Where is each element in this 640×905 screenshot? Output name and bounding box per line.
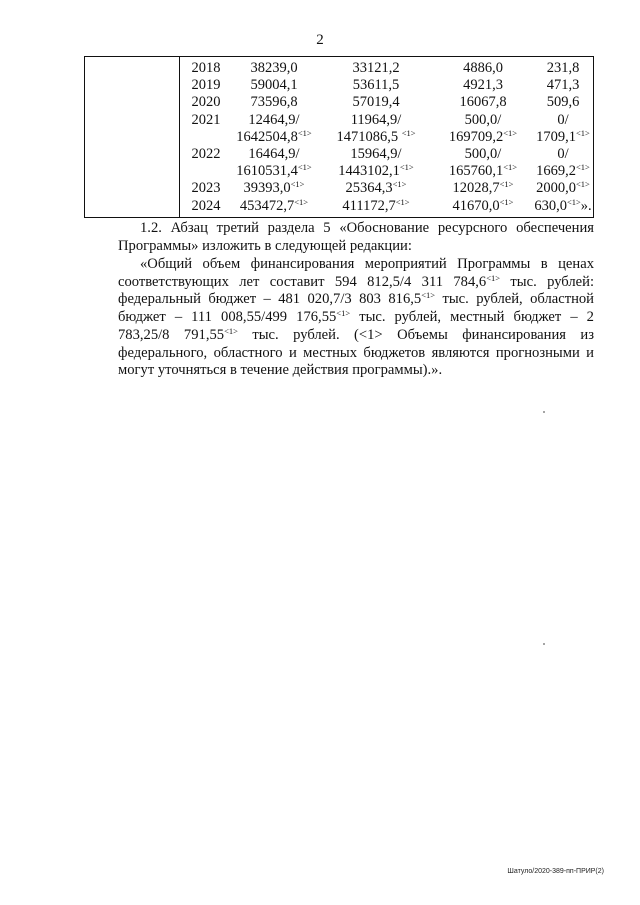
total-cell: 73596,8 bbox=[250, 94, 298, 111]
year-cell: 2023 bbox=[191, 180, 221, 197]
scan-speck bbox=[543, 411, 545, 413]
federal-cell: 53611,5 bbox=[352, 77, 400, 94]
total-cell: $39393,0^{<1>}$ bbox=[243, 179, 305, 197]
footnote-mark: <1> bbox=[392, 179, 407, 190]
regional-cell: 4921,3 bbox=[463, 77, 503, 94]
local-cell: $630,0^{<1>}$». bbox=[534, 196, 592, 214]
footnote-mark: <1> bbox=[297, 162, 312, 173]
federal-cell: $411172,7^{<1>}$ bbox=[342, 196, 410, 214]
table-row bbox=[180, 94, 593, 111]
total-cell: 38239,0 bbox=[250, 60, 298, 76]
footnote-mark: <1> bbox=[290, 179, 305, 190]
federal-cell: 57019,4 bbox=[352, 94, 400, 111]
footnote-mark: <1> bbox=[566, 196, 581, 207]
footnote-mark: <1> bbox=[576, 162, 590, 173]
year-cell: 2022 bbox=[191, 145, 221, 162]
footnote-mark: <1> bbox=[224, 325, 238, 336]
footnote-mark: <1> bbox=[401, 127, 416, 138]
table-row bbox=[180, 146, 593, 163]
footnote-mark: <1> bbox=[297, 127, 312, 138]
total-cell: 59004,1 bbox=[250, 77, 298, 94]
footnote-mark: <1> bbox=[421, 290, 436, 301]
federal-cell: 15964,9/ bbox=[350, 145, 402, 162]
regional-cell: $169709,2^{<1>}$ bbox=[448, 127, 518, 145]
total-cell: $1610531,4^{<1>}$ bbox=[236, 162, 312, 180]
total-cell: 16464,9/ bbox=[248, 145, 300, 162]
financing-table bbox=[84, 56, 594, 218]
table-empty-column bbox=[85, 57, 180, 217]
paragraph-text: 1.2. Абзац третий раздела 5 «Обоснование ресурсного обеспечения Программы» изложить в следующей редакции: bbox=[118, 220, 594, 254]
footnote-mark: <1> bbox=[336, 308, 351, 319]
year-cell: 2019 bbox=[191, 77, 221, 94]
regional-cell: 16067,8 bbox=[459, 94, 507, 111]
scan-speck bbox=[543, 643, 545, 645]
regional-cell: 500,0/ bbox=[464, 111, 502, 128]
regional-cell: $12028,7^{<1>}$ bbox=[452, 179, 514, 197]
year-cell: 2021 bbox=[191, 111, 221, 128]
local-cell: 0/ bbox=[557, 111, 569, 128]
paragraph-financing bbox=[118, 256, 594, 380]
footnote-mark: <1> bbox=[395, 196, 410, 207]
closing-quote: ». bbox=[580, 197, 592, 214]
local-cell: $1669,2^{<1>}$ bbox=[536, 162, 590, 180]
local-cell: 231,8 bbox=[546, 60, 580, 76]
paragraph-amendment bbox=[118, 220, 594, 255]
footnote-mark: <1> bbox=[399, 162, 414, 173]
footnote-mark: <1> bbox=[576, 179, 590, 190]
local-cell: 509,6 bbox=[546, 94, 580, 111]
table-row bbox=[180, 198, 593, 215]
table-row bbox=[180, 180, 593, 197]
year-cell: 2020 bbox=[191, 94, 221, 111]
regional-cell: 500,0/ bbox=[464, 145, 502, 162]
local-cell: 0/ bbox=[557, 145, 569, 162]
table-row bbox=[180, 112, 593, 129]
total-cell: $453472,7^{<1>}$ bbox=[239, 196, 309, 214]
local-cell: $2000,0^{<1>}$ bbox=[536, 179, 590, 197]
total-cell: $1642504,8^{<1>}$ bbox=[236, 127, 312, 145]
federal-cell: 11964,9/ bbox=[350, 111, 402, 128]
local-cell: 471,3 bbox=[546, 77, 580, 94]
footnote-mark: <1> bbox=[503, 162, 518, 173]
footnote-mark: <1> bbox=[499, 179, 514, 190]
regional-cell: $165760,1^{<1>}$ bbox=[448, 162, 518, 180]
regional-cell: 4886,0 bbox=[463, 60, 503, 76]
footnote-mark: <1> bbox=[486, 272, 501, 283]
total-cell: 12464,9/ bbox=[248, 111, 300, 128]
federal-cell: $1443102,1^{<1>}$ bbox=[338, 162, 414, 180]
federal-cell: $25364,3^{<1>}$ bbox=[345, 179, 407, 197]
year-cell: 2024 bbox=[191, 197, 221, 214]
footnote-mark: <1> bbox=[294, 196, 309, 207]
footnote-mark: <1> bbox=[576, 127, 590, 138]
table-rows bbox=[180, 60, 593, 215]
document-code: Шатуло/2020-389-пп-ПРИР(2) bbox=[507, 868, 604, 875]
footnote-mark: <1> bbox=[503, 127, 518, 138]
paragraph-text: «Общий объем финансирования мероприятий Программы в ценах соответствующих лет составит 594 812,5/4 311 $784,6^{<1>}$ тыс. рублей: федеральный бюджет – 481 020,7/3 803 $816,5^{<1>}$ тыс. рублей, областной бюджет – 111 008,55/499 $176,55^{<1>}$ тыс. рублей, местный бюджет – 2 783,25/8 $791,55^{<1>}$ тыс. рублей. (<1> Объемы финансирования из федерального, областного и местных бюджетов являются прогнозными и могут уточняться в течение действия программы).». bbox=[118, 256, 594, 379]
federal-cell: 33121,2 bbox=[352, 60, 400, 76]
federal-cell: 1471086,5 $^{<1>}$ bbox=[336, 127, 416, 145]
table-row bbox=[180, 60, 593, 77]
table-row bbox=[180, 129, 593, 146]
local-cell: $1709,1^{<1>}$ bbox=[536, 127, 590, 145]
table-row bbox=[180, 77, 593, 94]
table-row bbox=[180, 163, 593, 180]
page-number: 2 bbox=[316, 32, 324, 48]
year-cell: 2018 bbox=[191, 60, 221, 76]
regional-cell: $41670,0^{<1>}$ bbox=[452, 196, 514, 214]
footnote-mark: <1> bbox=[499, 196, 514, 207]
